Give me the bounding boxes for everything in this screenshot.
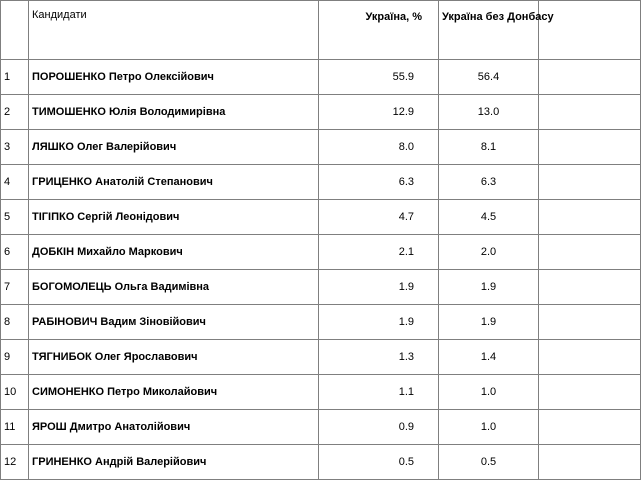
candidate-name: СИМОНЕНКО Петро Миколайович: [29, 375, 319, 410]
header-ukraine: Україна, %: [319, 1, 439, 60]
extra-cell: [539, 305, 641, 340]
ukraine-no-donbas-percent: 4.5: [439, 200, 539, 235]
header-num: [1, 1, 29, 60]
table-row: [1, 60, 641, 95]
extra-cell: [539, 200, 641, 235]
ukraine-percent: 8.0: [319, 130, 439, 165]
row-number: 3: [1, 130, 29, 165]
ukraine-no-donbas-percent: 1.0: [439, 375, 539, 410]
row-number: 10: [1, 375, 29, 410]
extra-cell: [539, 445, 641, 480]
extra-cell: [539, 235, 641, 270]
extra-cell: [539, 130, 641, 165]
ukraine-percent: 12.9: [319, 95, 439, 130]
row-number: 12: [1, 445, 29, 480]
ukraine-percent: 1.9: [319, 270, 439, 305]
row-number: 4: [1, 165, 29, 200]
candidate-name: ПОРОШЕНКО Петро Олексійович: [29, 60, 319, 95]
header-candidates: Кандидати: [29, 1, 319, 60]
extra-cell: [539, 270, 641, 305]
candidate-name: РАБІНОВИЧ Вадим Зіновійович: [29, 305, 319, 340]
ukraine-percent: 1.9: [319, 305, 439, 340]
candidate-name: ГРИЦЕНКО Анатолій Степанович: [29, 165, 319, 200]
extra-cell: [539, 95, 641, 130]
extra-cell: [539, 410, 641, 445]
ukraine-percent: 1.1: [319, 375, 439, 410]
table-row: [1, 95, 641, 130]
candidate-name: ГРИНЕНКО Андрій Валерійович: [29, 445, 319, 480]
table-row: [1, 200, 641, 235]
header-extra: [539, 1, 641, 60]
row-number: 2: [1, 95, 29, 130]
ukraine-no-donbas-percent: 1.9: [439, 270, 539, 305]
ukraine-no-donbas-percent: 1.0: [439, 410, 539, 445]
row-number: 8: [1, 305, 29, 340]
ukraine-percent: 6.3: [319, 165, 439, 200]
extra-cell: [539, 60, 641, 95]
ukraine-percent: 0.5: [319, 445, 439, 480]
row-number: 6: [1, 235, 29, 270]
candidate-name: ЯРОШ Дмитро Анатолійович: [29, 410, 319, 445]
ukraine-no-donbas-percent: 0.5: [439, 445, 539, 480]
ukraine-no-donbas-percent: 13.0: [439, 95, 539, 130]
ukraine-no-donbas-percent: 56.4: [439, 60, 539, 95]
header-ukraine-no-donbas: Україна без Донбасу: [439, 1, 539, 60]
header-row: [1, 1, 641, 60]
candidate-name: ЛЯШКО Олег Валерійович: [29, 130, 319, 165]
table-row: [1, 375, 641, 410]
ukraine-percent: 55.9: [319, 60, 439, 95]
table-row: [1, 165, 641, 200]
table-row: [1, 130, 641, 165]
ukraine-percent: 2.1: [319, 235, 439, 270]
row-number: 1: [1, 60, 29, 95]
table-body: [1, 1, 641, 480]
ukraine-percent: 4.7: [319, 200, 439, 235]
row-number: 5: [1, 200, 29, 235]
table-row: [1, 235, 641, 270]
extra-cell: [539, 340, 641, 375]
ukraine-percent: 0.9: [319, 410, 439, 445]
candidate-name: БОГОМОЛЕЦЬ Ольга Вадимівна: [29, 270, 319, 305]
candidate-name: ТИМОШЕНКО Юлія Володимирівна: [29, 95, 319, 130]
row-number: 9: [1, 340, 29, 375]
table-row: [1, 270, 641, 305]
table-row: [1, 305, 641, 340]
ukraine-no-donbas-percent: 1.4: [439, 340, 539, 375]
extra-cell: [539, 165, 641, 200]
candidate-name: ДОБКІН Михайло Маркович: [29, 235, 319, 270]
row-number: 11: [1, 410, 29, 445]
extra-cell: [539, 375, 641, 410]
ukraine-no-donbas-percent: 6.3: [439, 165, 539, 200]
table-row: [1, 340, 641, 375]
table-row: [1, 410, 641, 445]
row-number: 7: [1, 270, 29, 305]
ukraine-no-donbas-percent: 8.1: [439, 130, 539, 165]
table-row: [1, 445, 641, 480]
candidate-name: ТІГІПКО Сергій Леонідович: [29, 200, 319, 235]
ukraine-percent: 1.3: [319, 340, 439, 375]
ukraine-no-donbas-percent: 1.9: [439, 305, 539, 340]
ukraine-no-donbas-percent: 2.0: [439, 235, 539, 270]
candidate-name: ТЯГНИБОК Олег Ярославович: [29, 340, 319, 375]
